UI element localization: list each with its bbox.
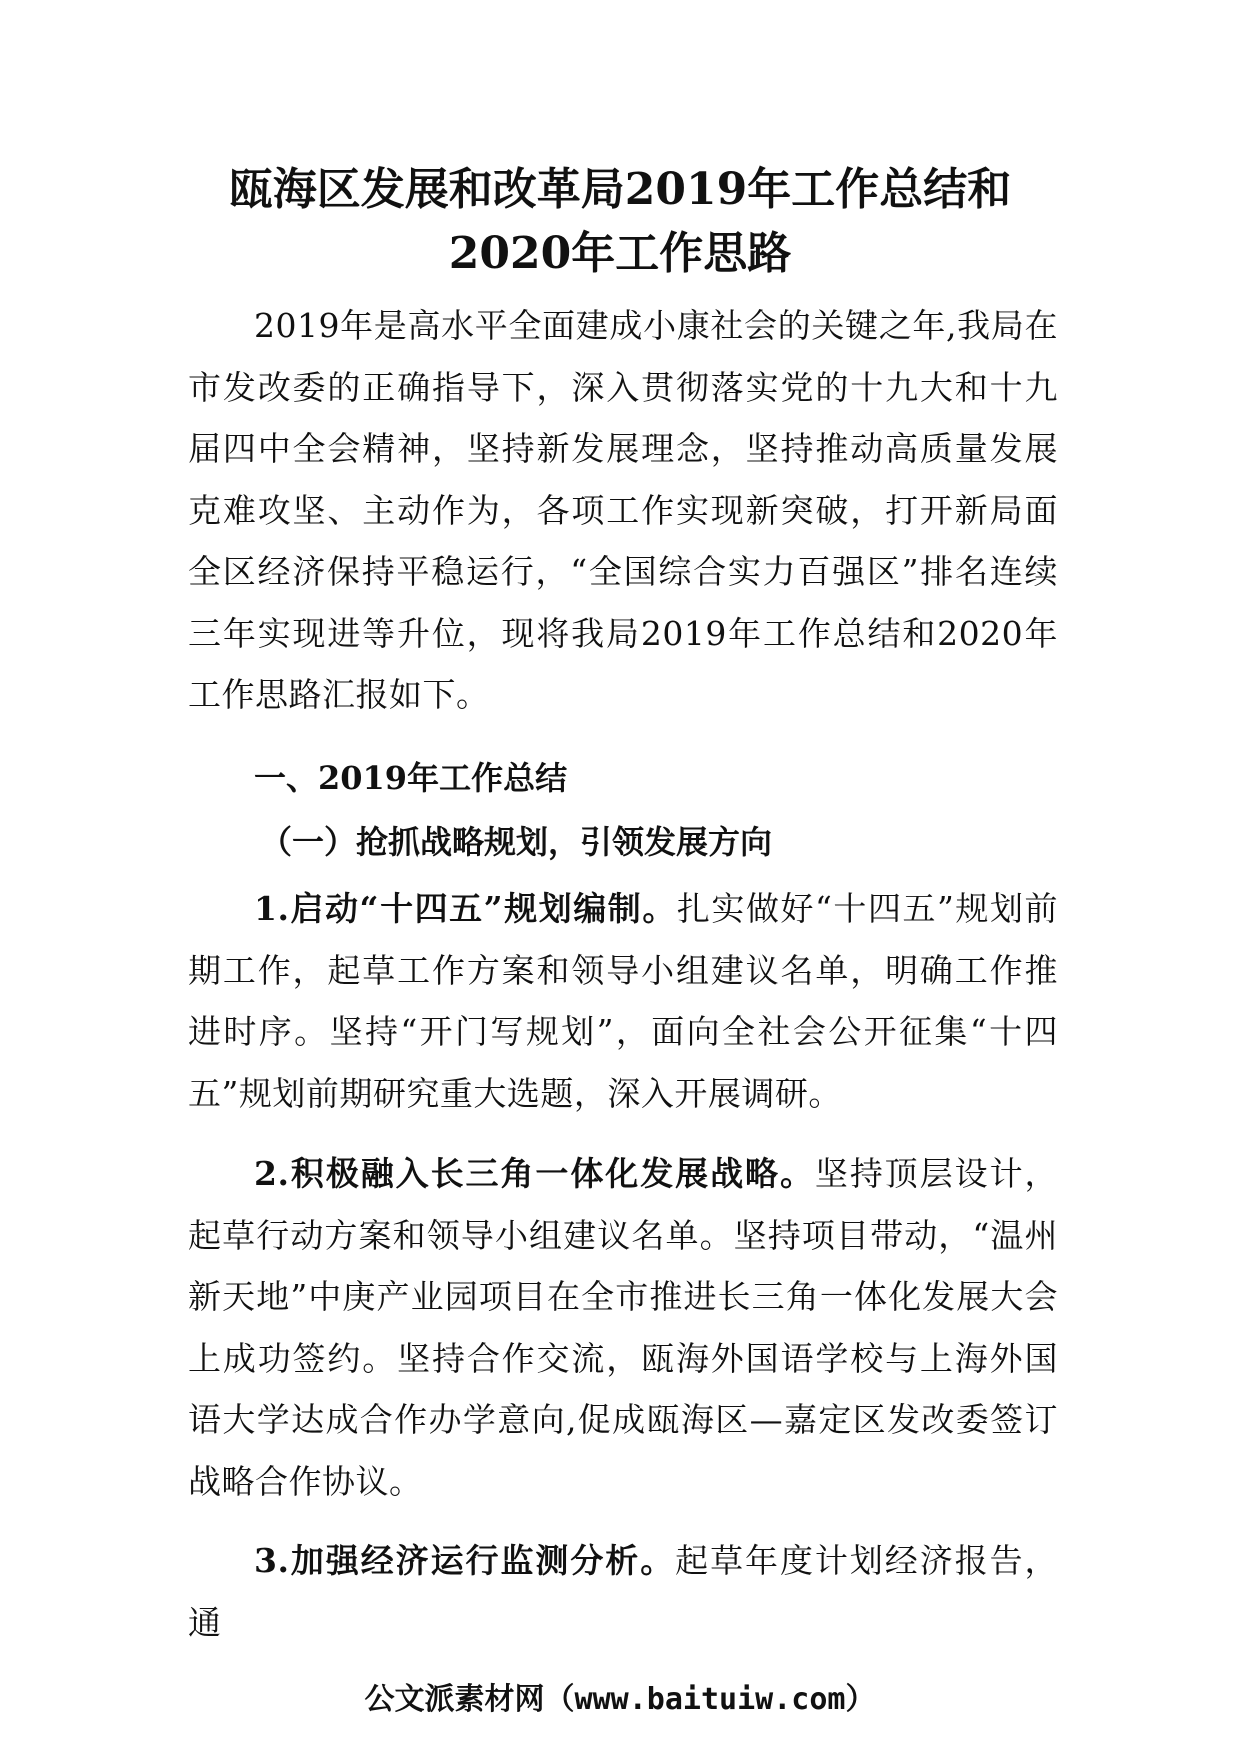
subsection-heading: （一）抢抓战略规划，引领发展方向 — [260, 823, 773, 861]
item-text-3: 起草年度计划经济报告，通 — [188, 1541, 1059, 1642]
item-paragraph-1 — [188, 878, 1058, 1124]
intro-paragraph: 2019年是高水平全面建成小康社会的关键之年,我局在市发改委的正确指导下，深入贯彻落实党的十九大和十九届四中全会精神，坚持新发展理念，坚持推动高质量发展克难攻坚、主动作为，各项工作实现新突破，打开新局面全区经济保持平稳运行，“全国综合实力百强区”排名连续三年实现进等升位，现将我局2019年工作总结和2020年工作思路汇报如下。 — [188, 306, 1058, 714]
footer-watermark: 公文派素材网（www.baituiw.com） — [364, 1682, 876, 1717]
item-text-1: 扎实做好“十四五”规划前期工作，起草工作方案和领导小组建议名单，明确工作推进时序。坚持“开门写规划”，面向全社会公开征集“十四五”规划前期研究重大选题，深入开展调研。 — [188, 889, 1058, 1113]
section-heading: 一、2019年工作总结 — [254, 759, 568, 797]
document-title-line1: 瓯海区发展和改革局2019年工作总结和 — [228, 164, 1012, 215]
item-text-2: 坚持顶层设计，起草行动方案和领导小组建议名单。坚持项目带动，“温州新天地”中庚产业园项目在全市推进长三角一体化发展大会上成功签约。坚持合作交流，瓯海外国语学校与上海外国语大学达成合作办学意向,促成瓯海区—嘉定区发改委签订战略合作协议。 — [188, 1154, 1059, 1501]
item-lead-3: 3.加强经济运行监测分析。 — [254, 1541, 676, 1580]
document-title-line2: 2020年工作思路 — [448, 228, 792, 279]
item-paragraph-2 — [188, 1143, 1058, 1512]
item-lead-1: 1.启动“十四五”规划编制。 — [254, 889, 677, 928]
item-lead-2: 2.积极融入长三角一体化发展战略。 — [254, 1154, 815, 1193]
item-paragraph-3 — [188, 1530, 1058, 1653]
